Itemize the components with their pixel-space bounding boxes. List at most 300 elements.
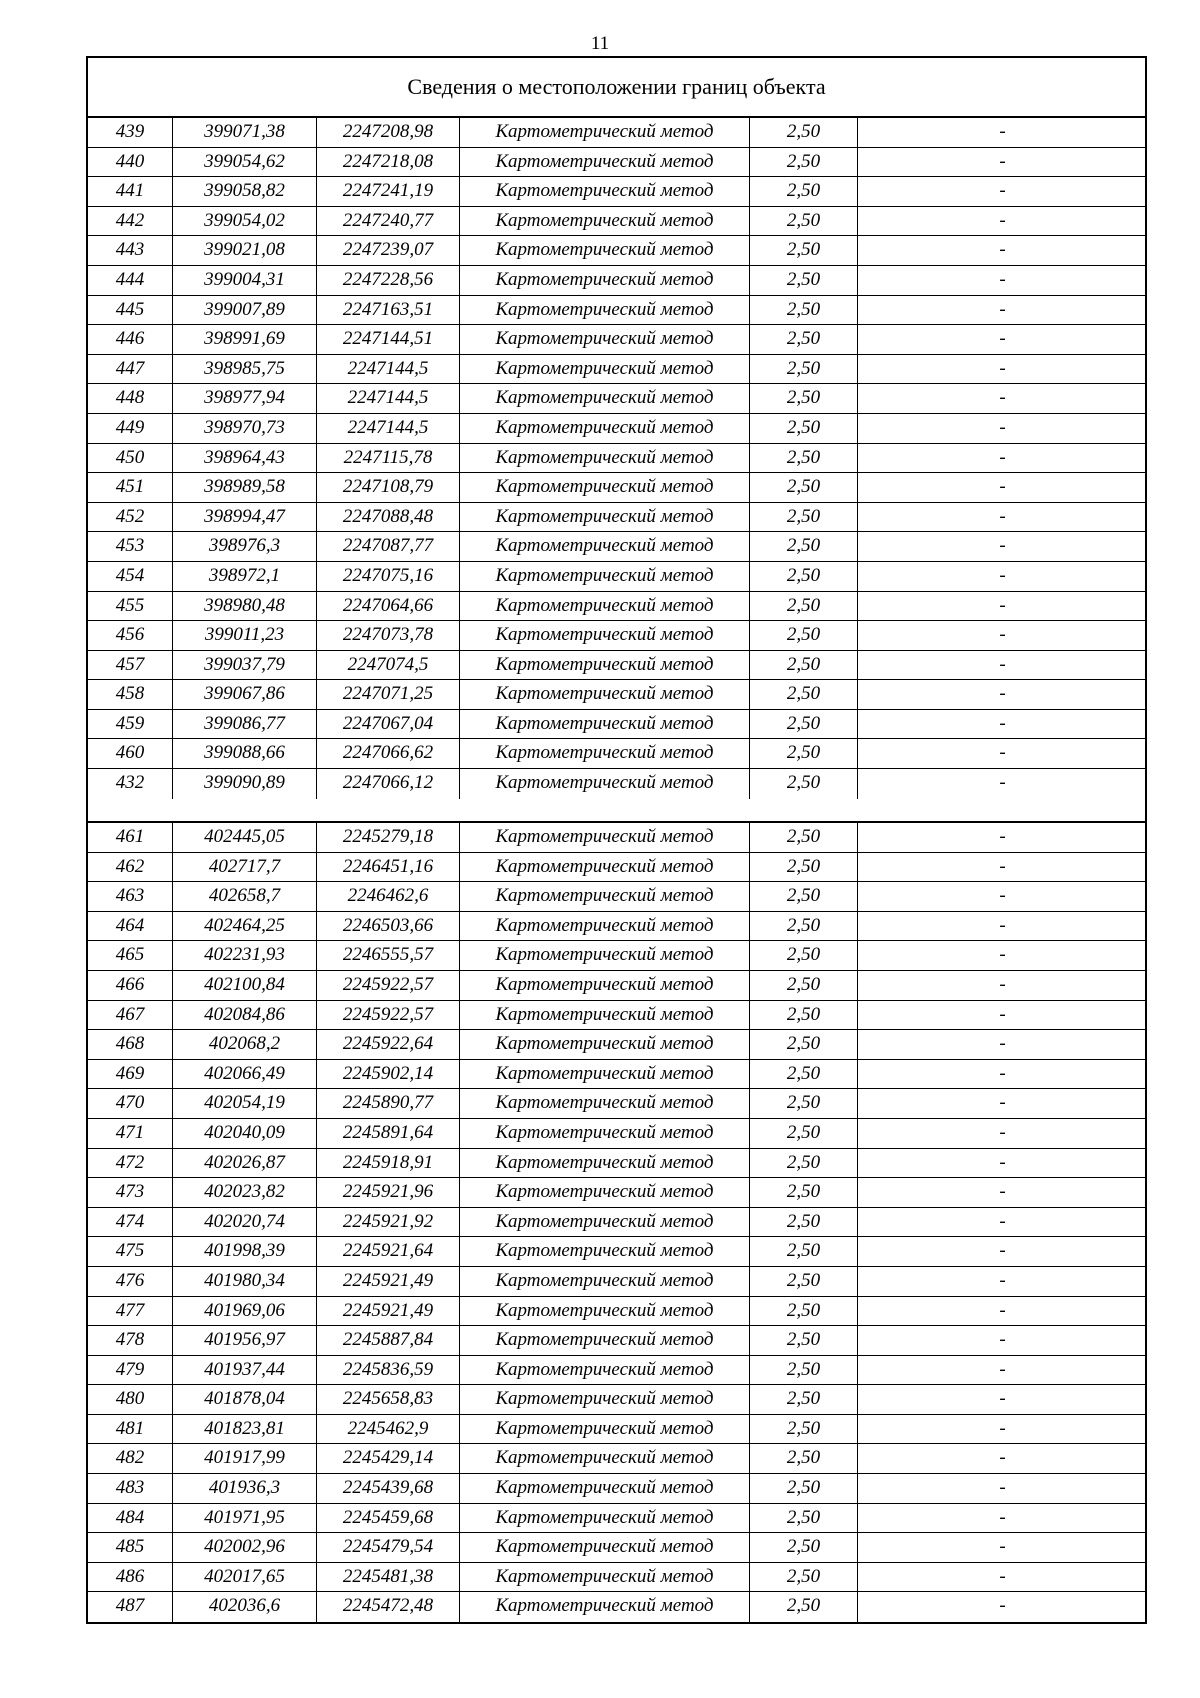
point-number-cell: 448 xyxy=(88,384,173,413)
x-coordinate-cell: 398976,3 xyxy=(173,532,317,561)
description-cell: - xyxy=(999,209,1006,231)
method-cell: Картометрический метод xyxy=(460,236,750,265)
description-cell: - xyxy=(999,1417,1006,1439)
accuracy-cell: 2,50 xyxy=(750,592,858,621)
x-coordinate-cell: 402036,6 xyxy=(173,1592,317,1622)
description-cell: - xyxy=(999,1506,1006,1528)
accuracy-cell: 2,50 xyxy=(750,1030,858,1059)
point-number-cell: 441 xyxy=(88,177,173,206)
point-number-cell: 455 xyxy=(88,592,173,621)
table-row xyxy=(88,562,1145,592)
y-coordinate-cell: 2247088,48 xyxy=(317,503,460,532)
table-row xyxy=(88,444,1145,474)
point-number-cell: 476 xyxy=(88,1267,173,1296)
accuracy-cell: 2,50 xyxy=(750,296,858,325)
accuracy-cell: 2,50 xyxy=(750,1089,858,1118)
description-cell: - xyxy=(999,1003,1006,1025)
y-coordinate-cell: 2247239,07 xyxy=(317,236,460,265)
description-cell: - xyxy=(999,1595,1006,1617)
point-number-cell: 486 xyxy=(88,1563,173,1592)
accuracy-cell: 2,50 xyxy=(750,1474,858,1503)
description-cell: - xyxy=(999,1121,1006,1143)
y-coordinate-cell: 2247073,78 xyxy=(317,621,460,650)
table-row xyxy=(88,325,1145,355)
method-cell: Картометрический метод xyxy=(460,473,750,502)
table-row xyxy=(88,236,1145,266)
y-coordinate-cell: 2247163,51 xyxy=(317,296,460,325)
method-cell: Картометрический метод xyxy=(460,1326,750,1355)
y-coordinate-cell: 2245459,68 xyxy=(317,1504,460,1533)
point-number-cell: 458 xyxy=(88,680,173,709)
y-coordinate-cell: 2245890,77 xyxy=(317,1089,460,1118)
method-cell: Картометрический метод xyxy=(460,769,750,799)
x-coordinate-cell: 401917,99 xyxy=(173,1444,317,1473)
x-coordinate-cell: 402068,2 xyxy=(173,1030,317,1059)
y-coordinate-cell: 2247064,66 xyxy=(317,592,460,621)
method-cell: Картометрический метод xyxy=(460,971,750,1000)
y-coordinate-cell: 2247208,98 xyxy=(317,118,460,147)
y-coordinate-cell: 2247144,5 xyxy=(317,414,460,443)
description-cell: - xyxy=(999,239,1006,261)
y-coordinate-cell: 2245902,14 xyxy=(317,1060,460,1089)
method-cell: Картометрический метод xyxy=(460,1444,750,1473)
method-cell: Картометрический метод xyxy=(460,1119,750,1148)
table-row xyxy=(88,532,1145,562)
description-cell: - xyxy=(999,121,1006,142)
point-number-cell: 467 xyxy=(88,1001,173,1030)
x-coordinate-cell: 401956,97 xyxy=(173,1326,317,1355)
description-cell: - xyxy=(999,624,1006,646)
table-row xyxy=(88,473,1145,503)
method-cell: Картометрический метод xyxy=(460,710,750,739)
x-coordinate-cell: 402017,65 xyxy=(173,1563,317,1592)
method-cell: Картометрический метод xyxy=(460,1237,750,1266)
table-row xyxy=(88,148,1145,178)
description-cell: - xyxy=(999,973,1006,995)
y-coordinate-cell: 2245921,92 xyxy=(317,1208,460,1237)
point-number-cell: 470 xyxy=(88,1089,173,1118)
description-cell: - xyxy=(999,1477,1006,1499)
group-separator-row xyxy=(88,794,1145,823)
x-coordinate-cell: 402658,7 xyxy=(173,882,317,911)
point-number-cell: 450 xyxy=(88,444,173,473)
x-coordinate-cell: 402023,82 xyxy=(173,1178,317,1207)
point-number-cell: 465 xyxy=(88,941,173,970)
x-coordinate-cell: 398977,94 xyxy=(173,384,317,413)
point-number-cell: 461 xyxy=(88,823,173,852)
point-number-cell: 475 xyxy=(88,1237,173,1266)
x-coordinate-cell: 399088,66 xyxy=(173,739,317,768)
method-cell: Картометрический метод xyxy=(460,1504,750,1533)
accuracy-cell: 2,50 xyxy=(750,414,858,443)
point-number-cell: 439 xyxy=(88,118,173,147)
y-coordinate-cell: 2247218,08 xyxy=(317,148,460,177)
x-coordinate-cell: 401998,39 xyxy=(173,1237,317,1266)
table-row xyxy=(88,680,1145,710)
point-number-cell: 482 xyxy=(88,1444,173,1473)
accuracy-cell: 2,50 xyxy=(750,266,858,295)
y-coordinate-cell: 2245439,68 xyxy=(317,1474,460,1503)
method-cell: Картометрический метод xyxy=(460,1592,750,1622)
y-coordinate-cell: 2245921,49 xyxy=(317,1267,460,1296)
y-coordinate-cell: 2245891,64 xyxy=(317,1119,460,1148)
method-cell: Картометрический метод xyxy=(460,1533,750,1562)
x-coordinate-cell: 401878,04 xyxy=(173,1385,317,1414)
x-coordinate-cell: 398985,75 xyxy=(173,355,317,384)
point-group-2 xyxy=(88,823,1145,1622)
method-cell: Картометрический метод xyxy=(460,1030,750,1059)
table-row xyxy=(88,1385,1145,1415)
method-cell: Картометрический метод xyxy=(460,503,750,532)
point-number-cell: 469 xyxy=(88,1060,173,1089)
x-coordinate-cell: 398989,58 xyxy=(173,473,317,502)
description-cell: - xyxy=(999,1358,1006,1380)
table-row xyxy=(88,1237,1145,1267)
point-number-cell: 454 xyxy=(88,562,173,591)
method-cell: Картометрический метод xyxy=(460,266,750,295)
y-coordinate-cell: 2247228,56 xyxy=(317,266,460,295)
x-coordinate-cell: 402717,7 xyxy=(173,853,317,882)
table-row xyxy=(88,1415,1145,1445)
accuracy-cell: 2,50 xyxy=(750,236,858,265)
point-number-cell: 443 xyxy=(88,236,173,265)
accuracy-cell: 2,50 xyxy=(750,1444,858,1473)
accuracy-cell: 2,50 xyxy=(750,1060,858,1089)
y-coordinate-cell: 2245479,54 xyxy=(317,1533,460,1562)
description-cell: - xyxy=(999,712,1006,734)
x-coordinate-cell: 398991,69 xyxy=(173,325,317,354)
table-row xyxy=(88,1504,1145,1534)
accuracy-cell: 2,50 xyxy=(750,384,858,413)
table-row xyxy=(88,1001,1145,1031)
x-coordinate-cell: 402054,19 xyxy=(173,1089,317,1118)
x-coordinate-cell: 398994,47 xyxy=(173,503,317,532)
point-number-cell: 466 xyxy=(88,971,173,1000)
description-cell: - xyxy=(999,594,1006,616)
accuracy-cell: 2,50 xyxy=(750,912,858,941)
method-cell: Картометрический метод xyxy=(460,296,750,325)
y-coordinate-cell: 2245429,14 xyxy=(317,1444,460,1473)
table-row xyxy=(88,1178,1145,1208)
page-number: 11 xyxy=(590,33,610,54)
point-number-cell: 462 xyxy=(88,853,173,882)
table-row xyxy=(88,384,1145,414)
x-coordinate-cell: 402002,96 xyxy=(173,1533,317,1562)
description-cell: - xyxy=(999,683,1006,705)
point-number-cell: 449 xyxy=(88,414,173,443)
x-coordinate-cell: 399071,38 xyxy=(173,118,317,147)
table-row xyxy=(88,1030,1145,1060)
table-row xyxy=(88,296,1145,326)
y-coordinate-cell: 2247144,5 xyxy=(317,384,460,413)
point-number-cell: 477 xyxy=(88,1297,173,1326)
y-coordinate-cell: 2245836,59 xyxy=(317,1356,460,1385)
method-cell: Картометрический метод xyxy=(460,444,750,473)
method-cell: Картометрический метод xyxy=(460,384,750,413)
y-coordinate-cell: 2245462,9 xyxy=(317,1415,460,1444)
y-coordinate-cell: 2245658,83 xyxy=(317,1385,460,1414)
accuracy-cell: 2,50 xyxy=(750,739,858,768)
point-number-cell: 483 xyxy=(88,1474,173,1503)
method-cell: Картометрический метод xyxy=(460,1089,750,1118)
accuracy-cell: 2,50 xyxy=(750,355,858,384)
description-cell: - xyxy=(999,476,1006,498)
table-row xyxy=(88,710,1145,740)
accuracy-cell: 2,50 xyxy=(750,1533,858,1562)
method-cell: Картометрический метод xyxy=(460,118,750,147)
method-cell: Картометрический метод xyxy=(460,1178,750,1207)
description-cell: - xyxy=(999,1299,1006,1321)
point-number-cell: 471 xyxy=(88,1119,173,1148)
x-coordinate-cell: 401980,34 xyxy=(173,1267,317,1296)
description-cell: - xyxy=(999,357,1006,379)
accuracy-cell: 2,50 xyxy=(750,941,858,970)
method-cell: Картометрический метод xyxy=(460,1415,750,1444)
accuracy-cell: 2,50 xyxy=(750,621,858,650)
table-row xyxy=(88,1326,1145,1356)
table-row xyxy=(88,853,1145,883)
y-coordinate-cell: 2247144,5 xyxy=(317,355,460,384)
accuracy-cell: 2,50 xyxy=(750,769,858,799)
point-number-cell: 445 xyxy=(88,296,173,325)
method-cell: Картометрический метод xyxy=(460,1474,750,1503)
description-cell: - xyxy=(999,1329,1006,1351)
table-title: Сведения о местоположении границ объекта xyxy=(88,58,1145,118)
y-coordinate-cell: 2247066,12 xyxy=(317,769,460,799)
description-cell: - xyxy=(999,1269,1006,1291)
accuracy-cell: 2,50 xyxy=(750,1415,858,1444)
y-coordinate-cell: 2247074,5 xyxy=(317,651,460,680)
point-number-cell: 432 xyxy=(88,769,173,799)
description-cell: - xyxy=(999,1033,1006,1055)
method-cell: Картометрический метод xyxy=(460,207,750,236)
description-cell: - xyxy=(999,1240,1006,1262)
accuracy-cell: 2,50 xyxy=(750,823,858,852)
description-cell: - xyxy=(999,855,1006,877)
method-cell: Картометрический метод xyxy=(460,912,750,941)
table-row xyxy=(88,971,1145,1001)
description-cell: - xyxy=(999,150,1006,172)
y-coordinate-cell: 2247144,51 xyxy=(317,325,460,354)
accuracy-cell: 2,50 xyxy=(750,503,858,532)
accuracy-cell: 2,50 xyxy=(750,177,858,206)
table-row xyxy=(88,1563,1145,1593)
description-cell: - xyxy=(999,772,1006,794)
method-cell: Картометрический метод xyxy=(460,148,750,177)
description-cell: - xyxy=(999,1151,1006,1173)
x-coordinate-cell: 399054,02 xyxy=(173,207,317,236)
method-cell: Картометрический метод xyxy=(460,823,750,852)
method-cell: Картометрический метод xyxy=(460,621,750,650)
accuracy-cell: 2,50 xyxy=(750,1149,858,1178)
x-coordinate-cell: 402100,84 xyxy=(173,971,317,1000)
point-number-cell: 447 xyxy=(88,355,173,384)
accuracy-cell: 2,50 xyxy=(750,325,858,354)
table-row xyxy=(88,1089,1145,1119)
x-coordinate-cell: 402445,05 xyxy=(173,823,317,852)
table-row xyxy=(88,177,1145,207)
accuracy-cell: 2,50 xyxy=(750,1326,858,1355)
method-cell: Картометрический метод xyxy=(460,592,750,621)
y-coordinate-cell: 2247108,79 xyxy=(317,473,460,502)
method-cell: Картометрический метод xyxy=(460,739,750,768)
x-coordinate-cell: 398964,43 xyxy=(173,444,317,473)
y-coordinate-cell: 2247066,62 xyxy=(317,739,460,768)
method-cell: Картометрический метод xyxy=(460,941,750,970)
x-coordinate-cell: 399054,62 xyxy=(173,148,317,177)
method-cell: Картометрический метод xyxy=(460,651,750,680)
accuracy-cell: 2,50 xyxy=(750,1356,858,1385)
description-cell: - xyxy=(999,446,1006,468)
description-cell: - xyxy=(999,1181,1006,1203)
point-number-cell: 468 xyxy=(88,1030,173,1059)
x-coordinate-cell: 402084,86 xyxy=(173,1001,317,1030)
description-cell: - xyxy=(999,1092,1006,1114)
x-coordinate-cell: 401971,95 xyxy=(173,1504,317,1533)
accuracy-cell: 2,50 xyxy=(750,1297,858,1326)
table-row xyxy=(88,882,1145,912)
accuracy-cell: 2,50 xyxy=(750,971,858,1000)
table-row xyxy=(88,355,1145,385)
y-coordinate-cell: 2247241,19 xyxy=(317,177,460,206)
table-row xyxy=(88,118,1145,148)
point-number-cell: 484 xyxy=(88,1504,173,1533)
y-coordinate-cell: 2245279,18 xyxy=(317,823,460,852)
x-coordinate-cell: 402464,25 xyxy=(173,912,317,941)
table-row xyxy=(88,207,1145,237)
method-cell: Картометрический метод xyxy=(460,1060,750,1089)
method-cell: Картометрический метод xyxy=(460,1149,750,1178)
x-coordinate-cell: 399004,31 xyxy=(173,266,317,295)
method-cell: Картометрический метод xyxy=(460,177,750,206)
point-number-cell: 464 xyxy=(88,912,173,941)
table-row xyxy=(88,1149,1145,1179)
description-cell: - xyxy=(999,416,1006,438)
table-row xyxy=(88,1474,1145,1504)
x-coordinate-cell: 402026,87 xyxy=(173,1149,317,1178)
accuracy-cell: 2,50 xyxy=(750,1267,858,1296)
y-coordinate-cell: 2246462,6 xyxy=(317,882,460,911)
y-coordinate-cell: 2245921,49 xyxy=(317,1297,460,1326)
point-number-cell: 481 xyxy=(88,1415,173,1444)
accuracy-cell: 2,50 xyxy=(750,710,858,739)
accuracy-cell: 2,50 xyxy=(750,1385,858,1414)
accuracy-cell: 2,50 xyxy=(750,1001,858,1030)
y-coordinate-cell: 2247067,04 xyxy=(317,710,460,739)
y-coordinate-cell: 2245921,96 xyxy=(317,1178,460,1207)
point-number-cell: 453 xyxy=(88,532,173,561)
y-coordinate-cell: 2247240,77 xyxy=(317,207,460,236)
y-coordinate-cell: 2247071,25 xyxy=(317,680,460,709)
point-number-cell: 440 xyxy=(88,148,173,177)
point-number-cell: 485 xyxy=(88,1533,173,1562)
description-cell: - xyxy=(999,180,1006,202)
table-row xyxy=(88,1119,1145,1149)
method-cell: Картометрический метод xyxy=(460,1385,750,1414)
table-row xyxy=(88,1533,1145,1563)
accuracy-cell: 2,50 xyxy=(750,532,858,561)
method-cell: Картометрический метод xyxy=(460,853,750,882)
y-coordinate-cell: 2245921,64 xyxy=(317,1237,460,1266)
point-group-1 xyxy=(88,118,1145,799)
accuracy-cell: 2,50 xyxy=(750,680,858,709)
table-row xyxy=(88,912,1145,942)
table-row xyxy=(88,1444,1145,1474)
accuracy-cell: 2,50 xyxy=(750,473,858,502)
method-cell: Картометрический метод xyxy=(460,532,750,561)
table-row xyxy=(88,266,1145,296)
description-cell: - xyxy=(999,1565,1006,1587)
description-cell: - xyxy=(999,1388,1006,1410)
description-cell: - xyxy=(999,387,1006,409)
table-row xyxy=(88,414,1145,444)
accuracy-cell: 2,50 xyxy=(750,1178,858,1207)
point-number-cell: 480 xyxy=(88,1385,173,1414)
description-cell: - xyxy=(999,328,1006,350)
x-coordinate-cell: 398970,73 xyxy=(173,414,317,443)
y-coordinate-cell: 2245922,57 xyxy=(317,1001,460,1030)
accuracy-cell: 2,50 xyxy=(750,562,858,591)
table-row xyxy=(88,621,1145,651)
accuracy-cell: 2,50 xyxy=(750,148,858,177)
method-cell: Картометрический метод xyxy=(460,414,750,443)
point-number-cell: 474 xyxy=(88,1208,173,1237)
table-row xyxy=(88,592,1145,622)
x-coordinate-cell: 402020,74 xyxy=(173,1208,317,1237)
description-cell: - xyxy=(999,944,1006,966)
x-coordinate-cell: 402040,09 xyxy=(173,1119,317,1148)
table-row xyxy=(88,1208,1145,1238)
point-number-cell: 460 xyxy=(88,739,173,768)
point-number-cell: 457 xyxy=(88,651,173,680)
method-cell: Картометрический метод xyxy=(460,355,750,384)
accuracy-cell: 2,50 xyxy=(750,882,858,911)
description-cell: - xyxy=(999,268,1006,290)
description-cell: - xyxy=(999,826,1006,847)
description-cell: - xyxy=(999,742,1006,764)
method-cell: Картометрический метод xyxy=(460,1001,750,1030)
table-row xyxy=(88,1297,1145,1327)
point-number-cell: 473 xyxy=(88,1178,173,1207)
x-coordinate-cell: 401823,81 xyxy=(173,1415,317,1444)
x-coordinate-cell: 398972,1 xyxy=(173,562,317,591)
accuracy-cell: 2,50 xyxy=(750,1563,858,1592)
x-coordinate-cell: 399058,82 xyxy=(173,177,317,206)
x-coordinate-cell: 398980,48 xyxy=(173,592,317,621)
x-coordinate-cell: 399090,89 xyxy=(173,769,317,799)
description-cell: - xyxy=(999,653,1006,675)
table-row xyxy=(88,823,1145,853)
description-cell: - xyxy=(999,298,1006,320)
x-coordinate-cell: 399067,86 xyxy=(173,680,317,709)
point-number-cell: 459 xyxy=(88,710,173,739)
point-number-cell: 478 xyxy=(88,1326,173,1355)
point-number-cell: 446 xyxy=(88,325,173,354)
accuracy-cell: 2,50 xyxy=(750,1208,858,1237)
table-row xyxy=(88,651,1145,681)
accuracy-cell: 2,50 xyxy=(750,1237,858,1266)
y-coordinate-cell: 2246451,16 xyxy=(317,853,460,882)
accuracy-cell: 2,50 xyxy=(750,1592,858,1622)
y-coordinate-cell: 2245472,48 xyxy=(317,1592,460,1622)
method-cell: Картометрический метод xyxy=(460,325,750,354)
description-cell: - xyxy=(999,1062,1006,1084)
table-row xyxy=(88,1592,1145,1622)
y-coordinate-cell: 2245922,57 xyxy=(317,971,460,1000)
description-cell: - xyxy=(999,564,1006,586)
method-cell: Картометрический метод xyxy=(460,680,750,709)
accuracy-cell: 2,50 xyxy=(750,651,858,680)
